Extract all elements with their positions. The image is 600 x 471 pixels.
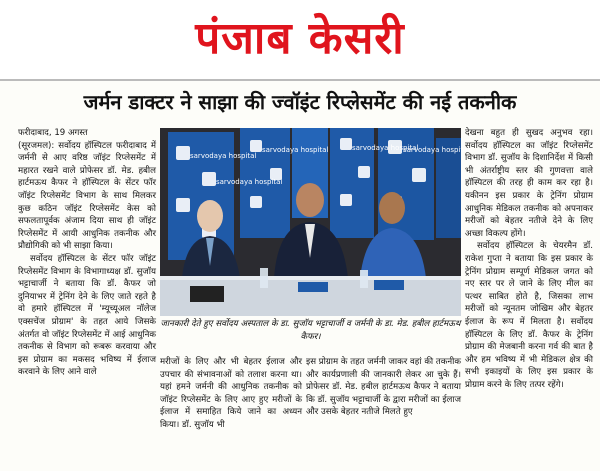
masthead-title: पंजाब केसरी xyxy=(195,13,405,64)
svg-text:sarvodaya hospital: sarvodaya hospital xyxy=(216,178,283,186)
article-paragraph: सर्वोदय हॉस्पिटल के चेयरमैन डॉ. राकेश गुप्ता ने बताया कि इस प्रकार के ट्रेनिंग प्रोग्राम सम्पूर्ण मेडिकल जगत को नए स्तर पर ले जाने के लिए मील का पत्थर साबित होते है, जिसका लाभ मरीजों को न्यूनतम जोखिम और बेहतर ईलाज के रूप में मिलता है। सर्वोदय हॉस्पिटल के लिए डॉ. कैफर के ट्रेनिंग प्रोग्राम की मेजबानी करना गर्व की बात है और हम भविष्य में भी मेडिकल क्षेत्र की सभी इकाइयों के लिए इस प्रकार के प्रोग्राम करने के लिए तत्पर रहेंगे। xyxy=(465,241,593,390)
article-column-middle-1 xyxy=(160,356,302,468)
name-plate xyxy=(374,280,404,290)
article-column-middle-2 xyxy=(306,356,461,468)
svg-text:sarvodaya hospital: sarvodaya hospital xyxy=(190,152,257,160)
water-bottle-icon xyxy=(360,270,368,288)
article-paragraph: देखना बहुत ही सुखद अनुभव रहा। सर्वोदय हॉस्पिटल का जॉइंट रिप्लेसमेंट विभाग डॉ. सुजॉय के दिशानिर्देश में किसी भी अंतर्राष्ट्रीय स्तर की गुणवत्ता वाले हॉस्पिटल की तरह ही काम कर रहा है। यकीनन इस प्रकार के ट्रेनिंग प्रोग्राम आधुनिक मेडिकल तकनीक को अपनाकर मरीजों को बेहतर नतीजे देने के लिए अच्छा विकल्प होंगे। xyxy=(465,128,593,239)
svg-text:sarvodaya hospital: sarvodaya hospital xyxy=(403,146,470,154)
article-paragraph: सर्वोदय हॉस्पिटल के सेंटर फॉर जॉइंट रिप्लेसमेंट विभाग के विभागाध्यक्ष डॉ. सुजॉय भट्टाचार्जी ने बताया कि डॉ. कैफर जो दुनियाभर में ट्रेनिंग देने के लिए जाते रहते है वो हमारे हॉस्पिटल में 'म्यूच्यूअल नॉलेज एक्सचेंज प्रोग्राम' के तहत आये जिसके अंतर्गत वो जॉइंट रिप्लेसमेंट में आई आधुनिक तकनीक से विभाग को रूबरू करवाया और इस प्रोग्राम का मकसद भविष्य में ईलाज करवाने के लिए आने वाले xyxy=(18,253,156,378)
press-conference-photo xyxy=(160,128,470,316)
article-column-left xyxy=(18,127,156,467)
article-dateline: फरीदाबाद, 19 अगस्त xyxy=(18,128,88,138)
article-headline: जर्मन डाक्टर ने साझा की ज्वॉइंट रिप्लेसमेंट की नई तकनीक xyxy=(83,90,517,114)
article-paragraph: (सूरजमल): सर्वोदय हॉस्पिटल फरीदाबाद में जर्मनी से आए वरिष्ठ जॉइंट रिप्लेसमेंट में महारत रखने वाले प्रोफेसर डॉ. मेड. हबील हार्टमऊथ कैफर ने हॉस्पिटल के सेंटर फॉर जॉइंट रिप्लेसमेंट विभाग के साथ मिलकर कुछ कठिन जॉइंट रिप्लेसमेंट केस को सफलतापूर्वक अंजाम दिया साथ ही जॉइंट रिप्लेसमेंट में आयी आधुनिक तकनीक और प्रौद्योगिकी को भी साझा किया। xyxy=(18,140,156,252)
masthead xyxy=(0,0,600,80)
article-paragraph: मरीजों के लिए और भी बेहतर ईलाज और उपचार की संभावनाओं को तलाश करना था। यहां हमने जर्मनी की आधुनिक तकनीक को जॉइंट रिप्लेसमेंट के लिए आए हुए मरीजों के ईलाज में समाहित किये जाने का अध्यन किया। डॉ. सुजॉय भी xyxy=(160,357,302,430)
photo-caption: जानकारी देते हुए सर्वोदय अस्पताल के डा. सुजॉय भट्टाचार्जी व जर्मनी के डा. मेड. हबील हार्टमऊथ कैफर। xyxy=(160,319,461,342)
svg-text:sarvodaya hospital: sarvodaya hospital xyxy=(352,144,419,152)
article-photo xyxy=(160,128,470,316)
article-paragraph: इस प्रोग्राम के तहत जर्मनी जाकर वहां की तकनीक और कार्यप्रणाली की जानकारी लेकर आ चुके हैं। प्रोफेसर डॉ. मेड. हबील हार्टमऊथ कैफर ने बताया कि डॉ. सुजॉय भट्टाचार्जी के द्वारा मरीजों का ईलाज और उसके बेहतर नतीजे मिलते हुए xyxy=(306,357,461,418)
name-plate xyxy=(298,282,328,292)
article-column-right xyxy=(465,127,593,467)
masthead-divider xyxy=(0,79,600,81)
svg-text:sarvodaya hospital: sarvodaya hospital xyxy=(262,146,329,154)
water-bottle-icon xyxy=(260,268,268,288)
laptop-icon xyxy=(190,286,224,302)
